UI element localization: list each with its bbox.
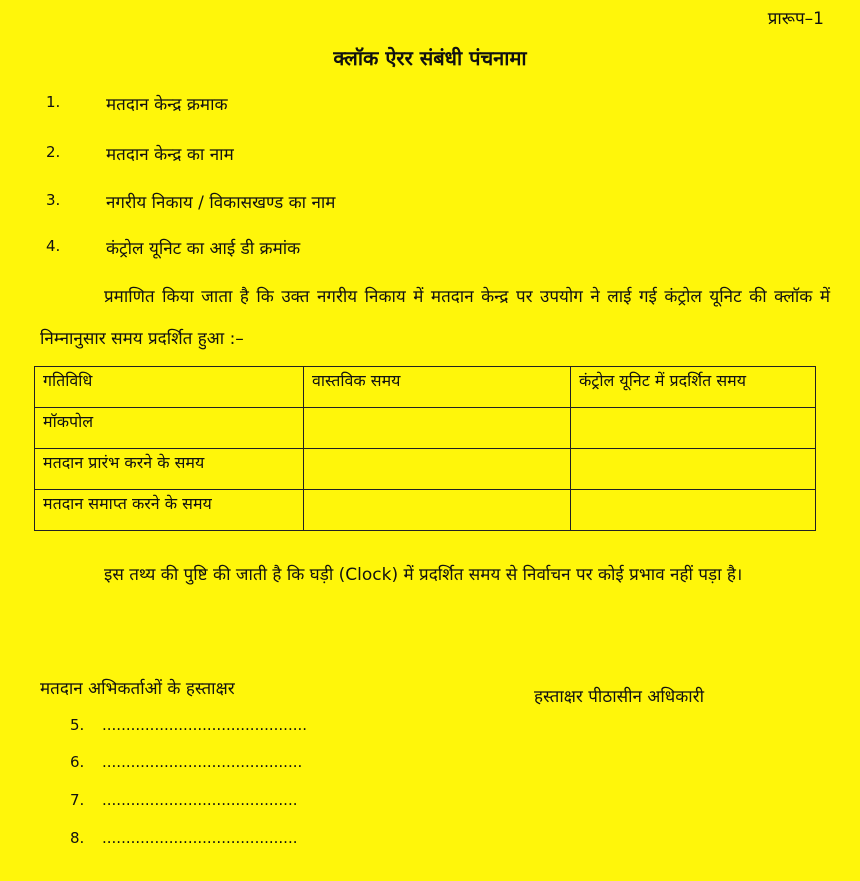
header-actual-time: वास्तविक समय <box>304 367 571 408</box>
signature-line[interactable] <box>70 753 302 771</box>
header-control-unit-time: कंट्रोल यूनिट में प्रदर्शित समय <box>571 367 816 408</box>
row-control-unit-time-cell[interactable] <box>571 490 816 531</box>
row-actual-time-cell[interactable] <box>304 449 571 490</box>
row-actual-time-cell[interactable] <box>304 408 571 449</box>
field-label: मतदान केन्द्र क्रमाक <box>106 95 228 115</box>
table-row <box>35 449 816 490</box>
signature-line-dots: ......................................... <box>102 829 298 847</box>
table-header-row <box>35 367 816 408</box>
document-title: क्लॉक ऐरर संबंधी पंचनामा <box>333 46 527 70</box>
field-label: नगरीय निकाय / विकासखण्ड का नाम <box>106 193 336 213</box>
signature-line-dots: ........................................... <box>102 716 308 734</box>
table-row <box>35 490 816 531</box>
form-code: प्रारूप–1 <box>767 9 824 29</box>
row-activity: मॉकपोल <box>35 408 304 449</box>
header-activity: गतिविधि <box>35 367 304 408</box>
officer-signature-label: हस्ताक्षर पीठासीन अधिकारी <box>534 687 705 707</box>
certification-text: प्रमाणित किया जाता है कि उक्त नगरीय निकाय में मतदान केन्द्र पर उपयोग ने लाई गई कंट्रोल यूनिट की क्लॉक में निम्नानुसार समय प्रदर्शित हुआ :– <box>40 287 830 349</box>
signature-line-number: 7. <box>70 791 85 809</box>
signature-line-dots: .......................................... <box>102 753 303 771</box>
certification-paragraph <box>40 276 830 360</box>
confirmation-paragraph <box>40 554 830 596</box>
field-number: 4. <box>46 237 61 255</box>
signature-line-number: 5. <box>70 716 85 734</box>
row-activity: मतदान समाप्त करने के समय <box>35 490 304 531</box>
field-number: 3. <box>46 191 61 209</box>
signature-line-number: 6. <box>70 753 85 771</box>
field-label: मतदान केन्द्र का नाम <box>106 145 234 165</box>
signature-line[interactable] <box>70 829 298 847</box>
row-control-unit-time-cell[interactable] <box>571 449 816 490</box>
confirmation-text: इस तथ्य की पुष्टि की जाती है कि घड़ी (Clock) में प्रदर्शित समय से निर्वाचन पर कोई प्रभाव नहीं पड़ा है। <box>104 565 743 585</box>
field-number: 1. <box>46 93 61 111</box>
row-actual-time-cell[interactable] <box>304 490 571 531</box>
signature-line[interactable] <box>70 791 298 809</box>
signature-line[interactable] <box>70 716 307 734</box>
table-row <box>35 408 816 449</box>
field-label: कंट्रोल यूनिट का आई डी क्रमांक <box>106 239 301 259</box>
signature-line-number: 8. <box>70 829 85 847</box>
clock-time-table <box>34 366 816 531</box>
field-number: 2. <box>46 143 61 161</box>
row-control-unit-time-cell[interactable] <box>571 408 816 449</box>
row-activity: मतदान प्रारंभ करने के समय <box>35 449 304 490</box>
signature-line-dots: ......................................... <box>102 791 298 809</box>
agents-signature-label: मतदान अभिकर्ताओं के हस्ताक्षर <box>40 679 235 699</box>
